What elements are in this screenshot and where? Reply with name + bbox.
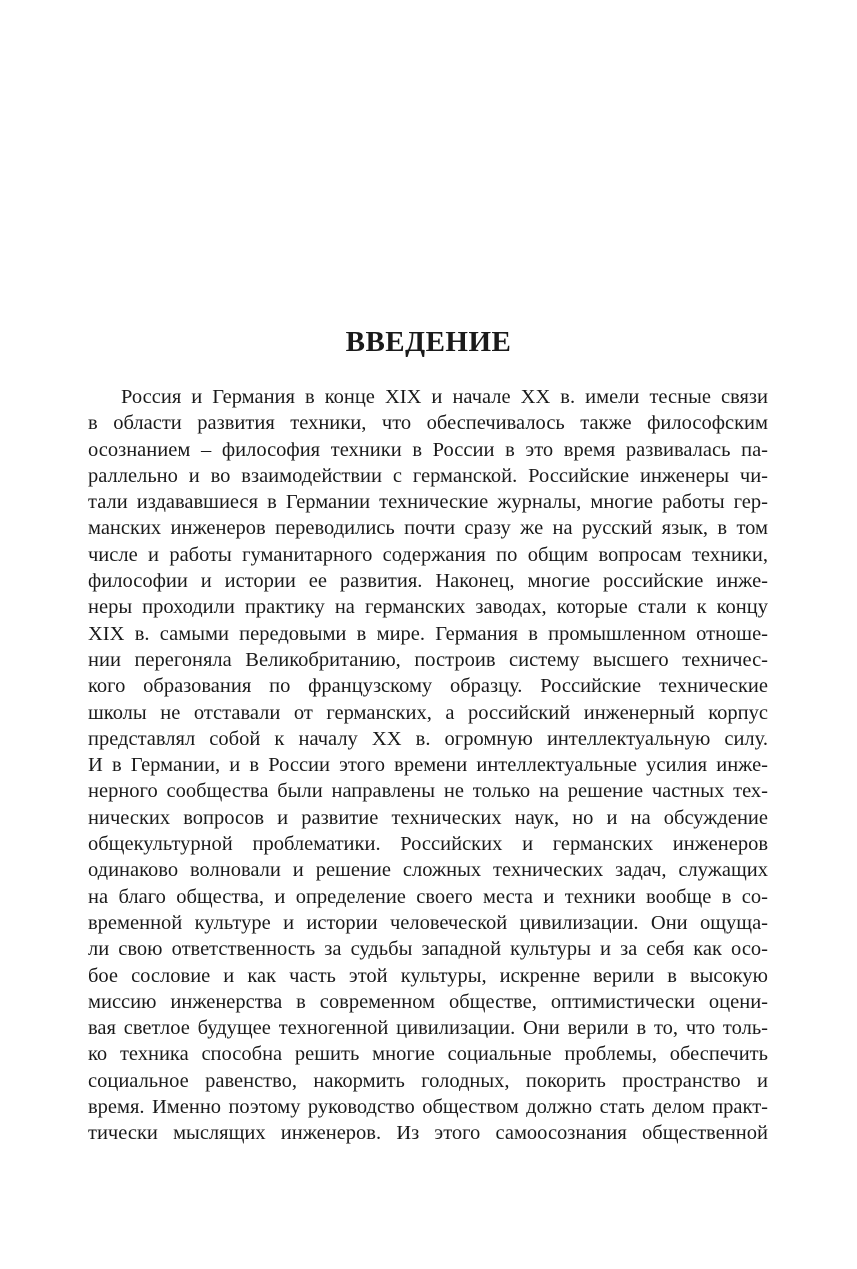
text-line: ко техника способна решить многие социальные проблемы, обеспечить [88,1043,768,1066]
text-line: время. Именно поэтому руководство обществом должно стать делом практ- [88,1096,768,1119]
text-line: вая светлое будущее техногенной цивилизации. Они верили в то, что толь- [88,1017,768,1040]
text-line: манских инженеров переводились почти сразу же на русский язык, в том [88,517,768,540]
text-line: кого образования по французскому образцу. Российские технические [88,675,768,698]
text-line: Россия и Германия в конце XIX и начале XX в. имели тесные связи [121,386,768,408]
body-paragraph [88,384,768,1147]
text-line: нических вопросов и развитие технических наук, но и на обсуждение [88,806,768,829]
text-line: неры проходили практику на германских заводах, которые стали к концу [88,596,768,619]
text-line: временной культуре и истории человеческой цивилизации. Они ощуща- [88,911,768,934]
text-line: философии и истории ее развития. Наконец, многие российские инже- [88,570,768,593]
text-line: общекультурной проблематики. Российских и германских инженеров [88,833,768,856]
text-line: нерного сообщества были направлены не только на решение частных тех- [88,780,768,803]
text-line: на благо общества, и определение своего места и техники вообще в со- [88,885,768,908]
text-line: И в Германии, и в России этого времени интеллектуальные усилия инже- [88,754,768,777]
text-line: социальное равенство, накормить голодных, покорить пространство и [88,1069,768,1092]
text-line: осознанием – философия техники в России в это время развивалась па- [88,438,768,461]
text-line: представлял собой к началу XX в. огромную интеллектуальную силу. [88,727,768,750]
text-line: ли свою ответственность за судьбы западной культуры и за себя как осо- [88,938,768,961]
text-line: бое сословие и как часть этой культуры, искренне верили в высокую [88,964,768,987]
text-line: раллельно и во взаимодействии с германской. Российские инженеры чи- [88,464,768,487]
text-line: одинаково волновали и решение сложных технических задач, служащих [88,859,768,882]
text-line: в области развития техники, что обеспечивалось также философским [88,412,768,435]
text-line: числе и работы гуманитарного содержания по общим вопросам техники, [88,543,768,566]
text-line: тически мыслящих инженеров. Из этого самоосознания общественной [88,1122,768,1145]
text-line: тали издававшиеся в Германии технические журналы, многие работы гер- [88,491,768,514]
text-line: школы не отставали от германских, а российский инженерный корпус [88,701,768,724]
text-line: миссию инженерства в современном обществе, оптимистически оцени- [88,990,768,1013]
text-line: XIX в. самыми передовыми в мире. Германия в промышленном отноше- [88,622,768,645]
chapter-heading: ВВЕДЕНИЕ [345,326,512,358]
text-line: нии перегоняла Великобританию, построив систему высшего техничес- [88,648,768,671]
